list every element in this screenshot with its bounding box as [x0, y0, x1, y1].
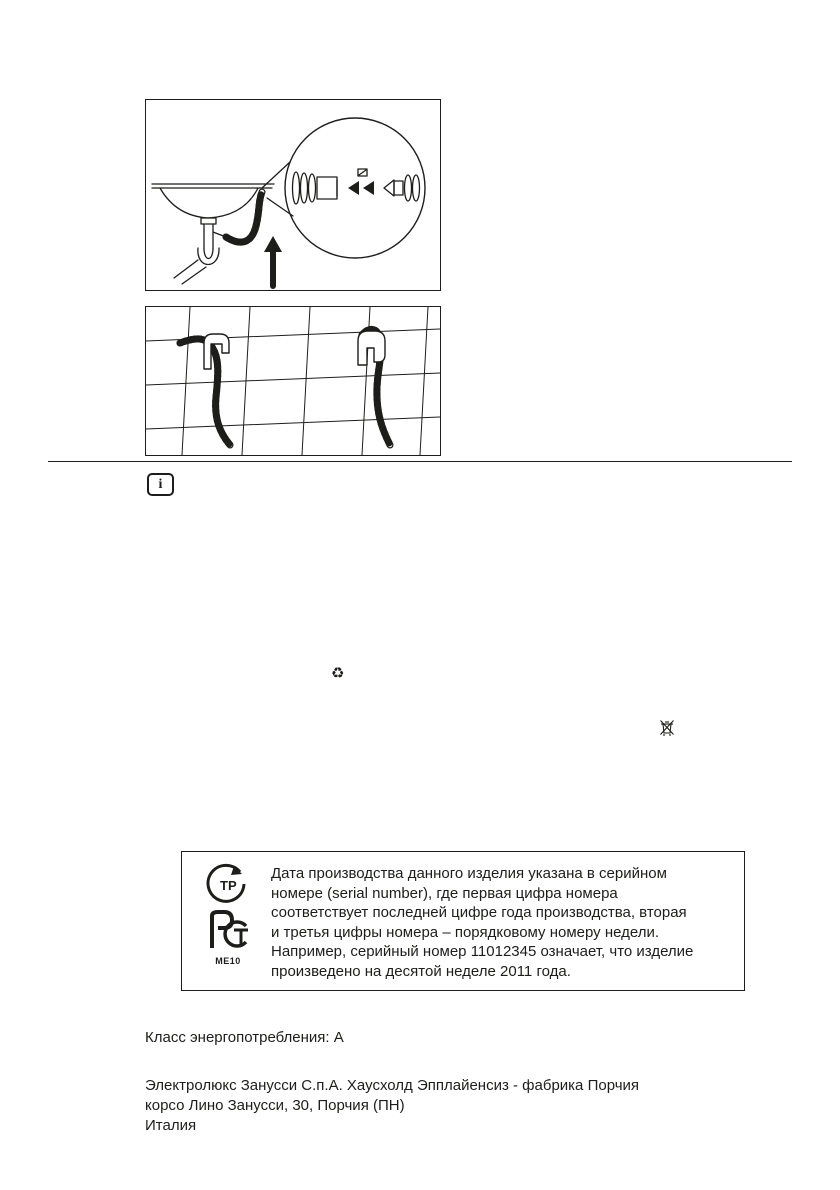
serial-number-info-box: [181, 851, 745, 991]
gost-r-mark-icon: [204, 908, 252, 954]
recycle-icon: ♻: [331, 665, 345, 682]
manufacturer-address: [145, 1076, 639, 1136]
energy-class-text: Класс энергопотребления: А: [145, 1029, 344, 1046]
serial-text-line: Например, серийный номер 11012345 означает, что изделие: [271, 943, 694, 960]
gost-r-mark-code: МЕ10: [215, 956, 241, 966]
manufacturer-line: Италия: [145, 1117, 197, 1134]
weee-icon-graphic: [659, 719, 675, 736]
figure-sink-drain-hose-connection: [145, 99, 441, 291]
info-icon-glyph: i: [158, 476, 163, 492]
info-icon: [147, 473, 174, 496]
svg-text:ТР: ТР: [220, 878, 237, 893]
pct-mark-graphic: [204, 908, 252, 954]
serial-text-line: Дата производства данного изделия указана в серийном: [271, 865, 667, 882]
wall-hooks-illustration: [146, 307, 440, 455]
crossed-out-wheelie-bin-icon: [659, 719, 675, 736]
serial-number-text: [271, 864, 693, 981]
section-divider: [48, 461, 792, 462]
serial-text-line: номере (serial number), где первая цифра номера: [271, 884, 618, 902]
figure-drain-hose-wall-hooks: [145, 306, 441, 456]
conformity-mark-tr-icon: [204, 862, 250, 906]
sink-drain-hose-illustration: [146, 100, 440, 290]
manufacturer-line: корсо Лино Занусси, 30, Порчия (ПН): [145, 1097, 405, 1114]
tr-mark-graphic: [204, 862, 250, 906]
serial-text-line: произведено на десятой неделе 2011 года.: [271, 962, 571, 980]
manufacturer-line: Электролюкс Занусси С.п.А. Хаусхолд Эпплайенсиз - фабрика Порчия: [145, 1077, 640, 1094]
serial-text-line: и третья цифры номера – порядковому номеру недели.: [271, 923, 660, 941]
serial-text-line: соответствует последней цифре года производства, вторая: [271, 904, 687, 921]
